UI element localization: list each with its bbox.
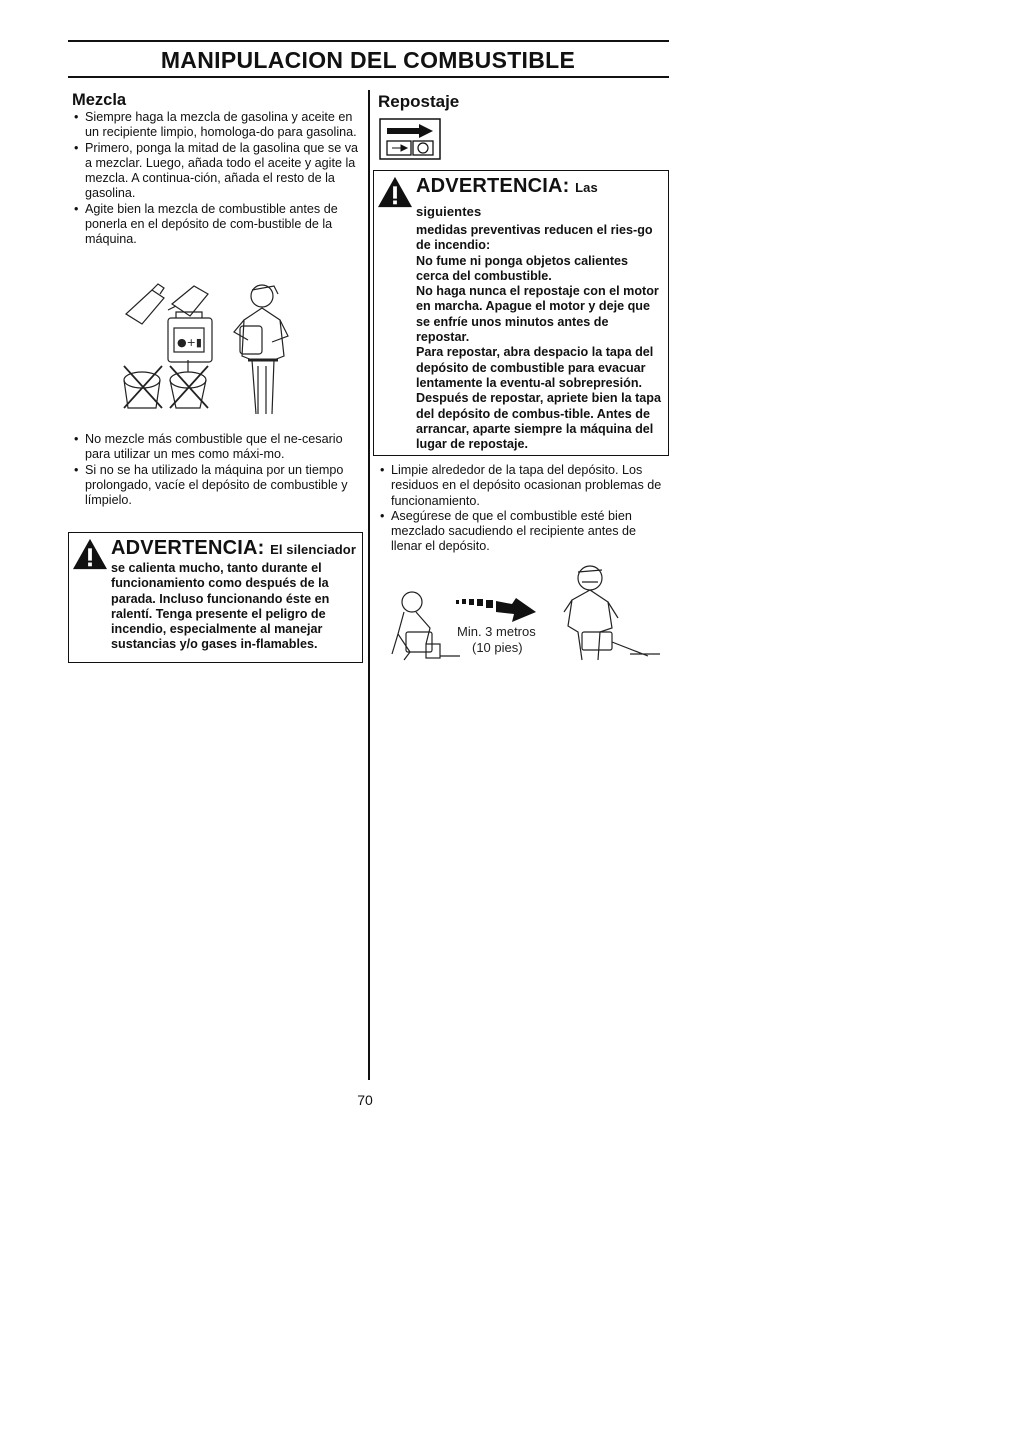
warning-paragraph: medidas preventivas reducen el ries-go de incendio: [416,223,653,253]
refuel-distance-illustration [386,562,666,666]
warning-triangle-icon [376,175,414,209]
mezcla-list-b [72,432,362,508]
distance-line2: (10 pies) [472,640,523,655]
svg-text:●+▮: ●+▮ [177,336,202,349]
list-item: • Si no se ha utilizado la máquina por un tiempo prolongado, vacíe el depósito de combustible y límpielo. [72,463,362,509]
warning-paragraph: No haga nunca el repostaje con el motor en marcha. Apague el motor y deje que se enfríe unos minutos antes de repostar. [416,284,659,345]
warning-box-silencer [68,532,363,663]
repostaje-section [378,90,668,112]
warning-lead: Las siguientes [416,180,598,219]
repostaje-list [378,463,668,555]
warning-text [416,223,662,452]
warning-lead: El silenciador [270,542,357,557]
title-underline [68,76,669,78]
repostaje-heading: Repostaje [378,92,460,111]
list-item: • No mezcle más combustible que el ne-cesario para utilizar un mes como máxi-mo. [72,432,362,463]
list-item: • Asegúrese de que el combustible esté bien mezclado sacudiendo el recipiente antes de llenar el depósito. [378,509,668,555]
warning-heading [416,175,662,223]
mezcla-section-continued [72,432,362,508]
warning-heading [111,537,356,561]
repostaje-list-section [378,463,668,555]
list-item: • Limpie alrededor de la tapa del depósito. Los residuos en el depósito ocasionan problemas de funcionamiento. [378,463,668,509]
refuel-symbol-icon [379,118,441,160]
column-divider [368,90,370,1080]
distance-line1: Min. 3 metros [457,624,536,639]
page-number: 70 [357,1092,373,1108]
mezcla-section [72,90,362,248]
warning-paragraph: Después de repostar, apriete bien la tapa del depósito de combus-tible. Antes de arrancar, aparte siempre la máquina del lugar de repostaje. [416,391,661,452]
list-item: • Primero, ponga la mitad de la gasolina que se va a mezclar. Luego, añada todo el aceite y agite la mezcla. A continua-ción, añada el resto de la gasolina. [72,141,362,202]
warning-paragraph: No fume ni ponga objetos calientes cerca del combustible. [416,253,629,283]
mezcla-list-a [72,110,362,248]
page-title: MANIPULACION DEL COMBUSTIBLE [160,47,576,73]
top-rule [68,40,669,42]
warning-paragraph: se calienta mucho, tanto durante el funcionamiento como después de la parada. Incluso funcionando éste en ralentí. Tenga presente el peligro de incendio, especialmente al manejar sustancias y/o gases in-flamables. [111,561,330,652]
mezcla-heading: Mezcla [72,91,127,109]
warning-triangle-icon [71,537,109,571]
warning-box-refuel [373,170,669,456]
warning-word: ADVERTENCIA: [111,537,265,559]
warning-text [111,561,356,653]
list-item: • Agite bien la mezcla de combustible antes de ponerla en el depósito de com-bustible de la máquina. [72,202,362,248]
fuel-mixing-illustration [112,276,312,416]
list-item: • Siempre haga la mezcla de gasolina y aceite en un recipiente limpio, homologa-do para gasolina. [72,110,362,141]
warning-word: ADVERTENCIA: [416,175,570,197]
warning-paragraph: Para repostar, abra despacio la tapa del depósito de combustible para evacuar lentamente la eventu-al sobrepresión. [416,345,654,390]
